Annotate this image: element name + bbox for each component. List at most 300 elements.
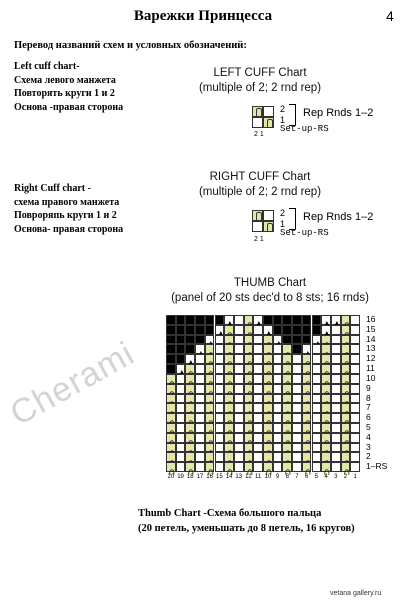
chart-cell (234, 315, 244, 325)
chart-cell (263, 394, 273, 404)
chart-cell (350, 394, 360, 404)
chart-cell (273, 325, 283, 335)
chart-cell (224, 452, 234, 462)
chart-cell (252, 221, 263, 232)
chart-cell (244, 364, 254, 374)
chart-cell (321, 325, 331, 335)
chart-cell (234, 462, 244, 472)
twisted-stitch-symbol (267, 119, 273, 128)
chart-cell (244, 452, 254, 462)
chart-cell (166, 443, 176, 453)
chart-cell (350, 413, 360, 423)
chart-cell (185, 354, 195, 364)
chart-cell (321, 335, 331, 345)
thumb-row-label: 7 (366, 402, 371, 413)
chart-cell (273, 374, 283, 384)
chart-cell (273, 315, 283, 325)
chart-cell (292, 315, 302, 325)
chart-cell (234, 354, 244, 364)
chart-cell (205, 325, 215, 335)
chart-cell (282, 423, 292, 433)
chart-cell (302, 354, 312, 364)
chart-cell (341, 374, 351, 384)
chart-cell (234, 394, 244, 404)
chart-cell (350, 325, 360, 335)
chart-cell (253, 354, 263, 364)
chart-cell (224, 374, 234, 384)
chart-cell (292, 443, 302, 453)
chart-cell (282, 394, 292, 404)
chart-cell (185, 384, 195, 394)
chart-cell (331, 344, 341, 354)
chart-cell (234, 433, 244, 443)
chart-cell (185, 344, 195, 354)
right-cuff-setup: Set-up-RS (280, 228, 329, 238)
thumb-subtitle: (panel of 20 sts dec'd to 8 sts; 16 rnds) (171, 292, 369, 304)
thumb-row-label: 1–RS (366, 461, 388, 472)
chart-cell (234, 423, 244, 433)
thumb-col-label: 5 (314, 474, 319, 480)
thumb-col-label: 17 (196, 474, 204, 480)
chart-cell (321, 413, 331, 423)
chart-cell (292, 462, 302, 472)
chart-cell (331, 413, 341, 423)
chart-cell (331, 384, 341, 394)
chart-cell (302, 344, 312, 354)
chart-cell (312, 452, 322, 462)
chart-cell (253, 403, 263, 413)
chart-cell (234, 325, 244, 335)
chart-cell (341, 423, 351, 433)
chart-cell (215, 354, 225, 364)
left-cuff-col-labels: 2 1 (254, 131, 264, 138)
thumb-row-label: 4 (366, 431, 371, 442)
chart-cell (292, 403, 302, 413)
chart-cell (185, 403, 195, 413)
chart-cell (331, 452, 341, 462)
chart-cell (282, 364, 292, 374)
right-cuff-row-labels (280, 208, 285, 230)
chart-cell (302, 394, 312, 404)
chart-cell (234, 443, 244, 453)
chart-cell (331, 443, 341, 453)
chart-cell (312, 325, 322, 335)
thumb-col-label: 9 (275, 474, 280, 480)
chart-cell (244, 394, 254, 404)
chart-cell (302, 413, 312, 423)
chart-cell (244, 354, 254, 364)
chart-cell (350, 384, 360, 394)
chart-cell (176, 413, 186, 423)
chart-cell (341, 384, 351, 394)
chart-cell (166, 403, 176, 413)
page-title: Варежки Принцесса (133, 8, 273, 24)
chart-cell (282, 354, 292, 364)
chart-cell (215, 394, 225, 404)
chart-cell (215, 364, 225, 374)
chart-cell (253, 413, 263, 423)
chart-cell (205, 374, 215, 384)
thumb-col-label: 3 (334, 474, 338, 480)
chart-cell (331, 394, 341, 404)
thumb-caption (138, 506, 355, 536)
chart-cell (166, 423, 176, 433)
chart-cell (341, 403, 351, 413)
chart-cell (350, 335, 360, 345)
chart-cell (263, 452, 273, 462)
chart-cell (302, 384, 312, 394)
chart-cell (263, 364, 273, 374)
chart-cell (312, 443, 322, 453)
chart-cell (273, 364, 283, 374)
chart-cell (185, 315, 195, 325)
chart-cell (341, 344, 351, 354)
chart-cell (252, 210, 263, 221)
chart-cell (224, 364, 234, 374)
chart-cell (176, 364, 186, 374)
chart-cell (302, 443, 312, 453)
thumb-col-label: 19 (177, 474, 184, 480)
chart-cell (282, 335, 292, 345)
chart-cell (263, 335, 273, 345)
chart-cell (341, 354, 351, 364)
chart-cell (331, 403, 341, 413)
chart-cell (205, 433, 215, 443)
thumb-col-label: 12 (245, 474, 252, 480)
chart-cell (176, 394, 186, 404)
left-cuff-line: Основа -правая сторона (14, 101, 124, 113)
chart-cell (292, 433, 302, 443)
chart-cell (195, 374, 205, 384)
right-cuff-subtitle: (multiple of 2; 2 rnd rep) (198, 186, 322, 198)
chart-cell (350, 443, 360, 453)
chart-cell (224, 354, 234, 364)
chart-cell (176, 325, 186, 335)
chart-cell (185, 364, 195, 374)
thumb-row-label: 11 (366, 363, 375, 374)
chart-cell (205, 364, 215, 374)
chart-cell (253, 433, 263, 443)
chart-cell (292, 413, 302, 423)
chart-cell (244, 462, 254, 472)
chart-cell (312, 315, 322, 325)
chart-cell (215, 384, 225, 394)
chart-cell (263, 106, 274, 117)
chart-cell (224, 344, 234, 354)
chart-cell (321, 384, 331, 394)
chart-cell (195, 403, 205, 413)
chart-cell (321, 354, 331, 364)
chart-cell (282, 374, 292, 384)
thumb-row-label: 8 (366, 392, 371, 403)
chart-cell (331, 354, 341, 364)
chart-cell (215, 344, 225, 354)
chart-cell (176, 315, 186, 325)
chart-cell (195, 325, 205, 335)
chart-cell (302, 325, 312, 335)
chart-cell (195, 462, 205, 472)
thumb-col-label: 7 (295, 474, 299, 480)
chart-cell (282, 325, 292, 335)
chart-cell (341, 394, 351, 404)
row-label: 2 (280, 104, 286, 114)
chart-cell (176, 344, 186, 354)
chart-cell (215, 325, 225, 335)
chart-cell (166, 433, 176, 443)
chart-cell (195, 344, 205, 354)
twisted-stitch-symbol (256, 108, 262, 117)
chart-cell (321, 423, 331, 433)
chart-cell (263, 344, 273, 354)
chart-cell (321, 374, 331, 384)
chart-cell (244, 315, 254, 325)
chart-cell (273, 403, 283, 413)
chart-cell (253, 374, 263, 384)
left-cuff-grid (252, 106, 274, 128)
chart-cell (350, 433, 360, 443)
chart-cell (312, 394, 322, 404)
chart-cell (273, 344, 283, 354)
right-cuff-chart-title (180, 170, 340, 200)
chart-cell (176, 452, 186, 462)
right-cuff-line: Right Cuff chart - (14, 183, 91, 194)
chart-cell (312, 335, 322, 345)
chart-cell (195, 354, 205, 364)
thumb-grid (166, 315, 360, 472)
thumb-row-label: 5 (366, 421, 371, 432)
chart-cell (205, 394, 215, 404)
chart-cell (234, 374, 244, 384)
thumb-row-label: 13 (366, 343, 376, 354)
chart-cell (185, 335, 195, 345)
chart-cell (263, 117, 274, 128)
chart-cell (263, 413, 273, 423)
chart-cell (263, 443, 273, 453)
left-cuff-bracket (289, 104, 296, 126)
chart-cell (195, 452, 205, 462)
chart-cell (273, 354, 283, 364)
thumb-row-label: 14 (366, 333, 376, 344)
chart-cell (331, 335, 341, 345)
chart-cell (273, 423, 283, 433)
chart-cell (234, 335, 244, 345)
chart-cell (341, 364, 351, 374)
chart-cell (224, 443, 234, 453)
chart-cell (244, 344, 254, 354)
left-cuff-subtitle: (multiple of 2; 2 rnd rep) (198, 82, 322, 94)
thumb-row-label: 3 (366, 441, 371, 452)
chart-cell (321, 433, 331, 443)
twisted-stitch-symbol (256, 212, 262, 221)
chart-cell (224, 403, 234, 413)
chart-cell (215, 413, 225, 423)
chart-cell (273, 394, 283, 404)
chart-cell (205, 315, 215, 325)
chart-cell (253, 325, 263, 335)
chart-cell (205, 462, 215, 472)
chart-cell (185, 394, 195, 404)
chart-cell (312, 423, 322, 433)
chart-cell (195, 443, 205, 453)
chart-cell (224, 394, 234, 404)
chart-cell (252, 117, 263, 128)
chart-cell (302, 452, 312, 462)
chart-cell (205, 423, 215, 433)
chart-cell (185, 452, 195, 462)
chart-cell (224, 384, 234, 394)
chart-cell (292, 354, 302, 364)
chart-cell (341, 335, 351, 345)
chart-cell (166, 462, 176, 472)
left-cuff-row-labels (280, 104, 285, 126)
chart-cell (244, 443, 254, 453)
chart-cell (302, 462, 312, 472)
chart-cell (205, 335, 215, 345)
right-cuff-title: RIGHT CUFF Chart (209, 171, 311, 183)
chart-cell (292, 374, 302, 384)
thumb-col-label: 15 (216, 474, 223, 480)
chart-cell (292, 364, 302, 374)
chart-cell (205, 344, 215, 354)
chart-cell (215, 403, 225, 413)
chart-cell (350, 344, 360, 354)
thumb-title: THUMB Chart (233, 277, 307, 289)
caption-line: Thumb Chart -Схема большого пальца (138, 508, 322, 519)
chart-cell (166, 384, 176, 394)
chart-cell (234, 403, 244, 413)
thumb-row-label: 2 (366, 451, 371, 462)
thumb-col-label: 20 (167, 474, 175, 480)
right-cuff-bracket (289, 208, 296, 230)
chart-cell (273, 335, 283, 345)
left-cuff-setup: Set-up-RS (280, 124, 329, 134)
chart-cell (166, 344, 176, 354)
chart-cell (292, 452, 302, 462)
chart-cell (195, 423, 205, 433)
chart-cell (341, 325, 351, 335)
chart-cell (263, 384, 273, 394)
chart-cell (263, 354, 273, 364)
chart-cell (282, 452, 292, 462)
chart-cell (224, 325, 234, 335)
chart-cell (302, 335, 312, 345)
chart-cell (215, 443, 225, 453)
row-label: 1 (280, 115, 286, 125)
chart-cell (273, 462, 283, 472)
chart-cell (166, 452, 176, 462)
chart-cell (263, 315, 273, 325)
chart-cell (302, 374, 312, 384)
chart-cell (195, 433, 205, 443)
twisted-stitch-symbol (267, 223, 273, 232)
chart-cell (185, 443, 195, 453)
chart-cell (176, 423, 186, 433)
chart-cell (195, 364, 205, 374)
chart-cell (234, 452, 244, 462)
chart-cell (176, 335, 186, 345)
chart-cell (312, 354, 322, 364)
thumb-row-label: 12 (366, 353, 376, 364)
chart-cell (253, 443, 263, 453)
chart-cell (253, 315, 263, 325)
chart-cell (253, 384, 263, 394)
chart-cell (321, 452, 331, 462)
footer-credit: vetana gallery.ru (330, 590, 382, 597)
chart-cell (224, 433, 234, 443)
chart-cell (331, 315, 341, 325)
chart-cell (302, 403, 312, 413)
chart-cell (292, 325, 302, 335)
right-cuff-line: схема правого манжета (14, 196, 120, 208)
chart-cell (263, 374, 273, 384)
chart-cell (302, 364, 312, 374)
chart-cell (263, 221, 274, 232)
chart-cell (273, 384, 283, 394)
chart-cell (244, 384, 254, 394)
chart-cell (331, 462, 341, 472)
chart-cell (185, 462, 195, 472)
chart-cell (263, 423, 273, 433)
chart-cell (195, 335, 205, 345)
chart-cell (263, 325, 273, 335)
thumb-col-label: 11 (255, 474, 262, 480)
thumb-col-label: 18 (186, 474, 194, 480)
chart-cell (205, 452, 215, 462)
chart-cell (176, 443, 186, 453)
chart-cell (215, 452, 225, 462)
chart-cell (341, 315, 351, 325)
left-cuff-translation (14, 60, 123, 114)
chart-cell (312, 344, 322, 354)
left-cuff-line: Повторять круги 1 и 2 (14, 88, 115, 99)
chart-cell (282, 403, 292, 413)
chart-cell (195, 315, 205, 325)
chart-cell (341, 413, 351, 423)
chart-cell (224, 335, 234, 345)
chart-cell (244, 413, 254, 423)
chart-cell (341, 452, 351, 462)
page-number: 4 (386, 8, 394, 24)
chart-cell (312, 364, 322, 374)
chart-cell (205, 403, 215, 413)
thumb-chart-title (145, 276, 395, 306)
chart-cell (331, 364, 341, 374)
right-cuff-translation (14, 182, 123, 236)
intro-heading: Перевод названий схем и условных обозначений: (14, 40, 247, 51)
chart-cell (321, 462, 331, 472)
chart-cell (312, 433, 322, 443)
chart-cell (205, 413, 215, 423)
chart-cell (176, 384, 186, 394)
right-cuff-rep: Rep Rnds 1–2 (303, 211, 374, 223)
chart-cell (244, 374, 254, 384)
thumb-col-label: 13 (235, 474, 243, 480)
chart-cell (302, 423, 312, 433)
right-cuff-line: Основа- правая сторона (14, 223, 124, 235)
chart-cell (273, 443, 283, 453)
chart-cell (282, 384, 292, 394)
right-cuff-line: Повроряпь круги 1 и 2 (14, 210, 117, 221)
chart-cell (176, 403, 186, 413)
chart-cell (244, 325, 254, 335)
chart-cell (253, 462, 263, 472)
chart-cell (312, 413, 322, 423)
chart-cell (185, 423, 195, 433)
thumb-col-label: 4 (324, 474, 328, 480)
chart-cell (166, 315, 176, 325)
row-label: 2 (280, 208, 286, 218)
chart-cell (321, 403, 331, 413)
